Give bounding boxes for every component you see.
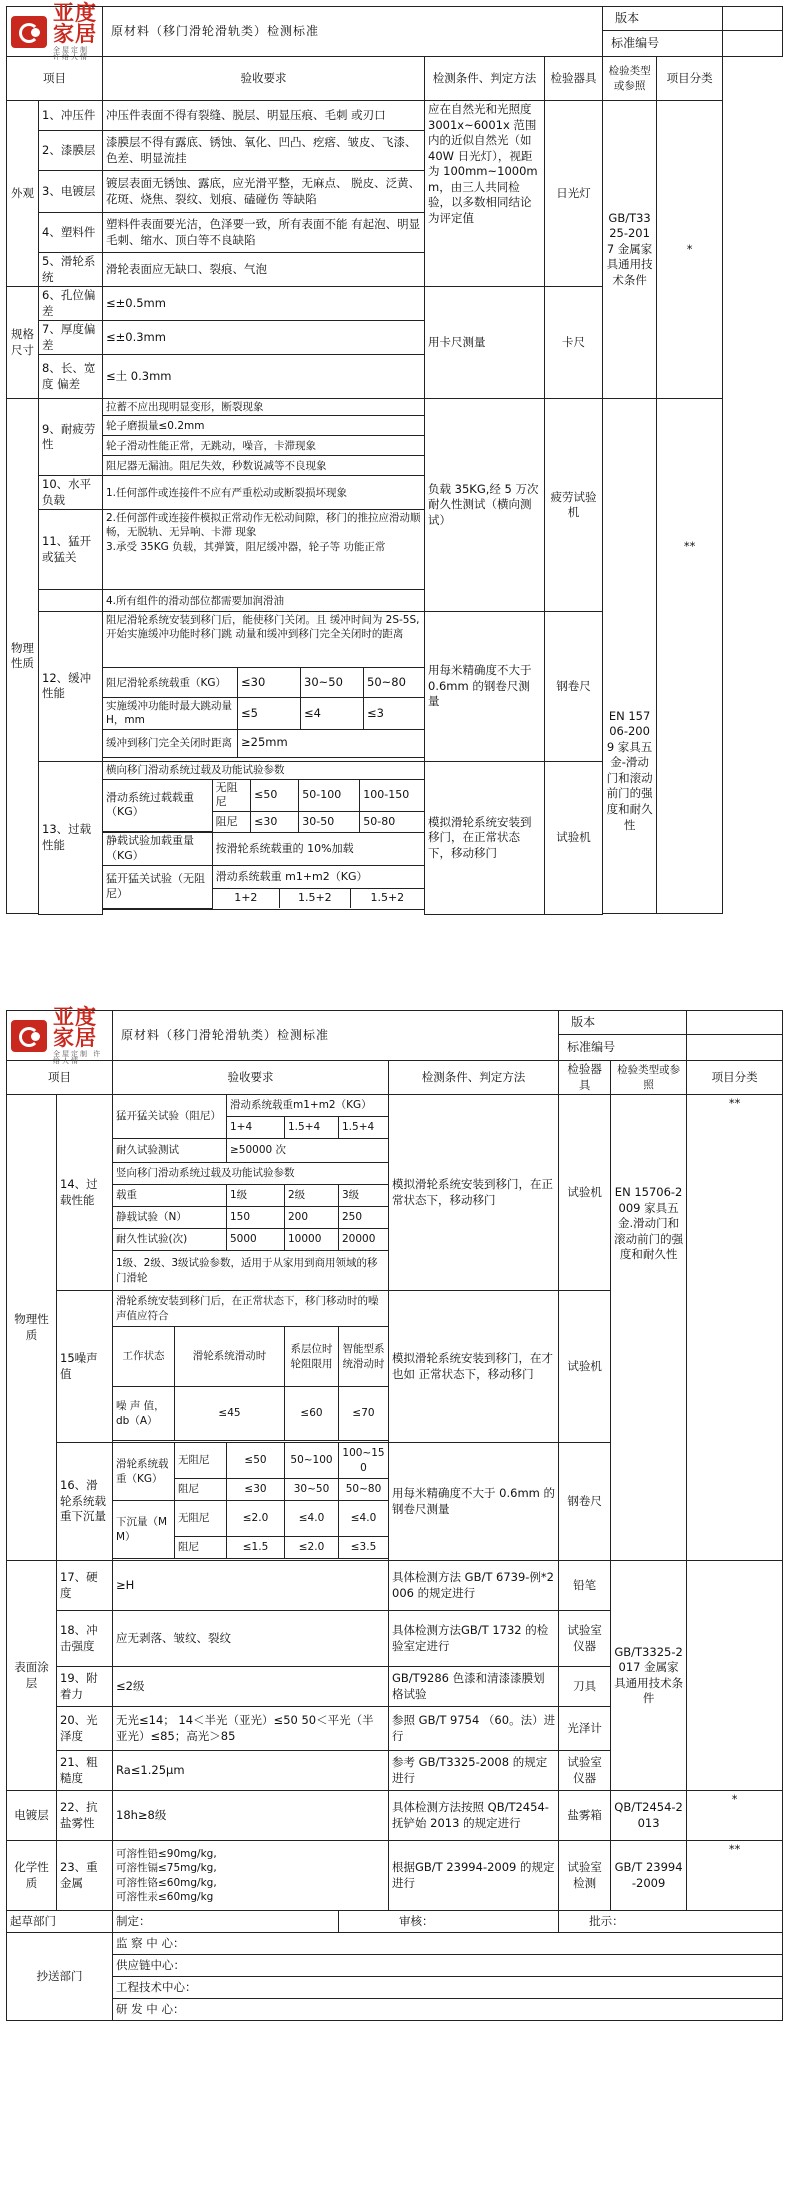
overload-damp-value: 30-50 bbox=[299, 812, 360, 832]
slam-value: 1.5+2 bbox=[350, 888, 424, 908]
item-requirement: 塑料件表面要光洁，色泽要一致，所有表面不能 有起泡、明显毛刺、缩水、顶白等不良缺陷 bbox=[103, 213, 425, 253]
chemical-tool: 试验室检测 bbox=[559, 1841, 611, 1911]
no-damp-label: 无阻尼 bbox=[212, 780, 251, 812]
heavy-metal-limit: 可溶性铬≤60mg/kg, bbox=[116, 1876, 217, 1889]
buffer-method: 用每米精确度不大于 0.6mm 的钢卷尺测量 bbox=[425, 612, 545, 761]
item-name: 12、缓冲性能 bbox=[39, 612, 103, 761]
col-header-method: 检测条件、判定方法 bbox=[425, 57, 545, 101]
noise-intro: 滑轮系统安装到移门后，在正常状态下，移门移动时的噪声值应符合 bbox=[113, 1291, 389, 1327]
plating-requirement: 18h≥8级 bbox=[113, 1791, 389, 1841]
sink-load-value: 100~150 bbox=[339, 1443, 389, 1479]
coating-class bbox=[687, 1561, 783, 1791]
plating-class: * bbox=[687, 1791, 783, 1841]
durability-static: 200 bbox=[285, 1207, 339, 1229]
noise-state-label: 工作状态 bbox=[113, 1327, 175, 1387]
item-name: 11、猛开或猛关 bbox=[39, 510, 103, 590]
item-name: 20、光泽度 bbox=[57, 1707, 113, 1751]
item-name: 13、过载性能 bbox=[39, 761, 103, 914]
group-dimension: 规格尺寸 bbox=[7, 287, 39, 399]
col-header-item: 项目 bbox=[7, 57, 103, 101]
overload-weight-label: 滑动系统过载载重（KG） bbox=[103, 780, 212, 832]
col-header-requirement: 验收要求 bbox=[103, 57, 425, 101]
durability-static: 250 bbox=[339, 1207, 389, 1229]
send-item: 供应链中心： bbox=[113, 1955, 783, 1977]
item-name: 8、长、宽度 偏差 bbox=[39, 355, 103, 399]
standard-table-page-1 bbox=[6, 0, 783, 915]
item-name: 4、塑料件 bbox=[39, 213, 103, 253]
durability-cycles: 5000 bbox=[227, 1229, 285, 1251]
damp-label: 阻尼 bbox=[175, 1537, 227, 1559]
fatigue-line: 轮子磨损量≤0.2mm bbox=[103, 416, 425, 436]
item-name: 14、过载性能 bbox=[57, 1095, 113, 1291]
overload-no-damp-value: 100-150 bbox=[360, 780, 424, 812]
overload-intro: 横向移门滑动系统过载及功能试验参数 bbox=[103, 761, 425, 779]
physical-reference: EN 15706-2009 家具五金.滑动门和滚动前门的强度和耐久性 bbox=[611, 1095, 687, 1561]
durability-header: 载重 bbox=[113, 1185, 227, 1207]
item-name: 23、重金属 bbox=[57, 1841, 113, 1911]
coating-tool: 试验室仪器 bbox=[559, 1611, 611, 1667]
heavy-metal-limit: 可溶性镉≤75mg/kg, bbox=[116, 1862, 217, 1875]
item-requirement: ≤±0.3mm bbox=[103, 321, 425, 355]
durability-header: 1级 bbox=[227, 1185, 285, 1207]
no-damp-label: 无阻尼 bbox=[175, 1501, 227, 1537]
page-title: 原材料（移门滑轮滑轨类）检测标准 bbox=[103, 7, 603, 57]
static-load-value: 按滑轮系统载重的 10%加载 bbox=[212, 833, 424, 865]
fatigue-line: 阻尼器无漏油。阻尼失效，秒数说减等不良现象 bbox=[103, 456, 425, 476]
item-requirement: 冲压件表面不得有裂缝、脱层、明显压痕、毛刺 或刃口 bbox=[103, 101, 425, 131]
item-name: 16、滑轮系统载重下沉量 bbox=[57, 1443, 113, 1561]
static-load-label: 静载试验加载重量（KG） bbox=[103, 833, 212, 865]
code-label: 标准编号 bbox=[603, 31, 723, 57]
horizontal-line: 4.所有组件的滑动部位都需要加润滑油 bbox=[103, 590, 425, 612]
coating-requirement: ≥H bbox=[113, 1561, 389, 1611]
overload-tool: 试验机 bbox=[545, 761, 603, 914]
brand-slogan: 全屋定制 许给人情 bbox=[53, 1050, 103, 1065]
damp-label: 阻尼 bbox=[175, 1479, 227, 1501]
damp-label: 阻尼 bbox=[212, 812, 251, 832]
buffer-weight: ≤30 bbox=[238, 668, 301, 698]
item-name: 21、粗糙度 bbox=[57, 1751, 113, 1791]
slam-value: 1+2 bbox=[212, 888, 279, 908]
sink-label: 下沉量（MM） bbox=[113, 1501, 175, 1559]
plating-reference: QB/T2454-2013 bbox=[611, 1791, 687, 1841]
sink-value: ≤3.5 bbox=[339, 1537, 389, 1559]
noise-method: 模拟滑轮系统安装到移门，在才也如 正常状态下，移动移门 bbox=[389, 1291, 559, 1443]
durability-slam-label: 猛开猛关试验（阻尼） bbox=[113, 1095, 227, 1139]
sink-value: ≤1.5 bbox=[227, 1537, 285, 1559]
noise-value-label: 噪 声 值，db（A） bbox=[113, 1387, 175, 1441]
coating-method: 具体检测方法GB/T 1732 的检验室定进行 bbox=[389, 1611, 559, 1667]
durability-method: 模拟滑轮系统安装到移门，在正常状态下，移动移门 bbox=[389, 1095, 559, 1291]
durability-cycles: 20000 bbox=[339, 1229, 389, 1251]
col-header-class: 项目分类 bbox=[657, 57, 723, 101]
noise-value: ≤70 bbox=[339, 1387, 389, 1441]
coating-reference: GB/T3325-2017 金属家具通用技术条件 bbox=[611, 1561, 687, 1791]
send-item: 监 察 中 心： bbox=[113, 1933, 783, 1955]
physical-class: ** bbox=[687, 1095, 783, 1561]
fatigue-line: 拉蓄不应出现明显变形，断裂现象 bbox=[103, 399, 425, 416]
buffer-tool: 钢卷尺 bbox=[545, 612, 603, 761]
col-header-tool: 检验器具 bbox=[545, 57, 603, 101]
buffer-intro: 阻尼滑轮系统安装到移门后，能使移门关闭。且 缓冲时间为 2S-5S,开始实施缓冲功能时移门跳 动量和缓冲到移门完全关闭时的距离 bbox=[103, 612, 425, 668]
buffer-weight: 50~80 bbox=[364, 668, 425, 698]
overload-damp-value: ≤30 bbox=[251, 812, 299, 832]
physical-reference: EN 15706-2009 家具五金-滑动门和滚动前门的强度和耐久性 bbox=[603, 399, 657, 914]
appearance-method: 应在自然光和光照度 3001x~6001x 范围内的近似自然光（如 40W 日光灯），视距为 100mm~1000mm，由三人共同检验，以多数相同结论为评定值 bbox=[425, 101, 545, 287]
group-plating: 电镀层 bbox=[7, 1791, 57, 1841]
item-name: 5、滑轮系统 bbox=[39, 253, 103, 287]
coating-requirement: 无光≤14； 14＜半光（亚光）≤50 50＜平光（半亚光）≤85；高光＞85 bbox=[113, 1707, 389, 1751]
sink-value: ≤4.0 bbox=[285, 1501, 339, 1537]
overload-damp-value: 50-80 bbox=[360, 812, 424, 832]
endurance-value: ≥50000 次 bbox=[227, 1139, 389, 1163]
overload-no-damp-value: 50-100 bbox=[299, 780, 360, 812]
item-requirement: 漆膜层不得有露底、锈蚀、氧化、凹凸、疙瘩、皱皮、飞漆、色差、明显流挂 bbox=[103, 131, 425, 171]
coating-tool: 刀具 bbox=[559, 1667, 611, 1707]
buffer-weight-label: 阻尼滑轮系统载重（KG） bbox=[103, 668, 238, 698]
send-item: 工程技术中心： bbox=[113, 1977, 783, 1999]
item-name: 18、冲击强度 bbox=[57, 1611, 113, 1667]
dept-label: 起草部门 bbox=[7, 1911, 113, 1933]
brand-logo-icon bbox=[11, 16, 47, 48]
durability-note: 1级、2级、3级试验参数，适用于从家用到商用领域的移门滑轮 bbox=[113, 1251, 389, 1291]
item-name: 2、漆膜层 bbox=[39, 131, 103, 171]
brand-logo-icon bbox=[11, 1020, 47, 1052]
draft-label: 制定： bbox=[113, 1911, 339, 1933]
horizontal-line: 2.任何部件或连接件模拟正常动作无松动间隙，移门的推拉应滑动顺畅，无脱轨、无异响、卡滞 现象 bbox=[106, 512, 421, 539]
buffer-close-value: ≥25mm bbox=[238, 729, 425, 757]
chemical-method: 根据GB/T 23994-2009 的规定进行 bbox=[389, 1841, 559, 1911]
standard-table-page-2 bbox=[6, 1004, 783, 2021]
code-label: 标准编号 bbox=[559, 1035, 687, 1061]
sink-load-value: ≤50 bbox=[227, 1443, 285, 1479]
sink-tool: 钢卷尺 bbox=[559, 1443, 611, 1561]
sink-load-value: 50~100 bbox=[285, 1443, 339, 1479]
sink-value: ≤2.0 bbox=[285, 1537, 339, 1559]
slam-label: 猛开猛关试验（无阻尼） bbox=[103, 866, 212, 908]
item-requirement: 镀层表面无锈蚀、露底，应光滑平整，无麻点、 脱皮、泛黄、花斑、烧焦、裂纹、划痕、磕碰伤 等缺陷 bbox=[103, 171, 425, 213]
noise-value: ≤45 bbox=[175, 1387, 285, 1441]
sink-load-value: 50~80 bbox=[339, 1479, 389, 1501]
appearance-tool: 日光灯 bbox=[545, 101, 603, 287]
heavy-metal-limit: 可溶性铅≤90mg/kg, bbox=[116, 1848, 217, 1861]
buffer-close-label: 缓冲到移门完全关闭时距离 bbox=[103, 729, 238, 757]
buffer-jump: ≤4 bbox=[301, 698, 364, 729]
coating-method: GB/T9286 色漆和清漆漆膜划格试验 bbox=[389, 1667, 559, 1707]
brand-name: 亚度家居 bbox=[53, 0, 97, 46]
item-requirement: ≤±0.5mm bbox=[103, 287, 425, 321]
appearance-class: * bbox=[657, 101, 723, 399]
durability-header: 2级 bbox=[285, 1185, 339, 1207]
brand-slogan: 全屋定制 许给人情 bbox=[53, 46, 89, 61]
buffer-weight: 30~50 bbox=[301, 668, 364, 698]
item-requirement: ≤土 0.3mm bbox=[103, 355, 425, 399]
item-name: 19、附着力 bbox=[57, 1667, 113, 1707]
fatigue-method: 负载 35KG,经 5 万次耐久性测试（横向测试） bbox=[425, 399, 545, 612]
send-item: 研 发 中 心： bbox=[113, 1999, 783, 2021]
sink-load-label: 滑轮系统载重（KG） bbox=[113, 1443, 175, 1501]
durability-intro: 竖向移门滑动系统过载及功能试验参数 bbox=[113, 1163, 389, 1185]
brand-name: 亚度家居 bbox=[53, 1004, 97, 1050]
fatigue-line: 轮子滑动性能正常，无跳动，噪音，卡滞现象 bbox=[103, 436, 425, 456]
endurance-label: 耐久试验测试 bbox=[113, 1139, 227, 1163]
col-header-reference: 检验类型或参照 bbox=[611, 1061, 687, 1095]
page-gap bbox=[0, 980, 795, 1008]
horizontal-lines bbox=[103, 510, 425, 590]
coating-method: 参考 GB/T3325-2008 的规定进行 bbox=[389, 1751, 559, 1791]
version-value bbox=[723, 7, 783, 31]
sink-method: 用每米精确度不大于 0.6mm 的钢卷尺测量 bbox=[389, 1443, 559, 1561]
review-label: 审核： bbox=[339, 1911, 559, 1933]
group-appearance: 外观 bbox=[7, 101, 39, 287]
slam-value: 1.5+2 bbox=[280, 888, 351, 908]
item-name: 9、耐疲劳性 bbox=[39, 399, 103, 476]
coating-method: 参照 GB/T 9754 （60。法）进行 bbox=[389, 1707, 559, 1751]
item-name: 10、水平负载 bbox=[39, 476, 103, 510]
buffer-jump: ≤3 bbox=[364, 698, 425, 729]
horizontal-line: 1.任何部件或连接件不应有严重松动或断裂损坏现象 bbox=[103, 476, 425, 510]
dimension-method: 用卡尺测量 bbox=[425, 287, 545, 399]
buffer-jump-label: 实施缓冲功能时最大跳动量 H，mm bbox=[103, 698, 238, 729]
durability-static: 150 bbox=[227, 1207, 285, 1229]
noise-tool: 试验机 bbox=[559, 1291, 611, 1443]
overload-static-table bbox=[103, 833, 424, 865]
item-name: 22、抗盐雾性 bbox=[57, 1791, 113, 1841]
durability-static: 静载试验（N） bbox=[113, 1207, 227, 1229]
group-physical: 物理性质 bbox=[7, 399, 39, 914]
buffer-jump: ≤5 bbox=[238, 698, 301, 729]
coating-requirement: ≤2级 bbox=[113, 1667, 389, 1707]
item-name: 6、孔位偏差 bbox=[39, 287, 103, 321]
col-header-requirement: 验收要求 bbox=[113, 1061, 389, 1095]
version-label: 版本 bbox=[559, 1011, 687, 1035]
durability-slam-value: 1+4 bbox=[227, 1117, 285, 1139]
noise-state: 智能型系统滑动时 bbox=[339, 1327, 389, 1387]
code-value bbox=[723, 31, 783, 57]
col-header-item: 项目 bbox=[7, 1061, 113, 1095]
chemical-class: ** bbox=[687, 1841, 783, 1911]
slam-formula: 滑动系统载重 m1+m2（KG） bbox=[212, 866, 424, 888]
code-value bbox=[687, 1035, 783, 1061]
send-label: 抄送部门 bbox=[7, 1933, 113, 2021]
version-value bbox=[687, 1011, 783, 1035]
chemical-reference: GB/T 23994-2009 bbox=[611, 1841, 687, 1911]
overload-method: 模拟滑轮系统安装到移门，在正常状态下，移动移门 bbox=[425, 761, 545, 914]
group-chemical: 化学性质 bbox=[7, 1841, 57, 1911]
sink-load-value: 30~50 bbox=[285, 1479, 339, 1501]
overload-weight-table bbox=[103, 780, 424, 833]
item-name: 17、硬度 bbox=[57, 1561, 113, 1611]
col-header-method: 检测条件、判定方法 bbox=[389, 1061, 559, 1095]
dimension-tool: 卡尺 bbox=[545, 287, 603, 399]
no-damp-label: 无阻尼 bbox=[175, 1443, 227, 1479]
coating-tool: 铅笔 bbox=[559, 1561, 611, 1611]
logo bbox=[7, 1004, 113, 1065]
col-header-class: 项目分类 bbox=[687, 1061, 783, 1095]
noise-value: ≤60 bbox=[285, 1387, 339, 1441]
logo bbox=[7, 0, 103, 61]
plating-method: 具体检测方法按照 QB/T2454-抚铲始 2013 的规定进行 bbox=[389, 1791, 559, 1841]
durability-slam-value: 1.5+4 bbox=[285, 1117, 339, 1139]
group-coating: 表面涂层 bbox=[7, 1561, 57, 1791]
durability-tool: 试验机 bbox=[559, 1095, 611, 1291]
durability-slam-formula: 滑动系统载重m1+m2（KG） bbox=[227, 1095, 389, 1117]
durability-slam-value: 1.5+4 bbox=[339, 1117, 389, 1139]
horizontal-line: 3.承受 35KG 负载，其弹簧，阻尼缓冲器，轮子等 功能正常 bbox=[106, 540, 386, 553]
physical-class: ** bbox=[657, 399, 723, 914]
coating-tool: 光泽计 bbox=[559, 1707, 611, 1751]
durability-header: 3级 bbox=[339, 1185, 389, 1207]
noise-state: 滑轮系统滑动时 bbox=[175, 1327, 285, 1387]
heavy-metal-limit: 可溶性汞≤60mg/kg bbox=[116, 1890, 214, 1903]
sink-value: ≤4.0 bbox=[339, 1501, 389, 1537]
overload-slam-table bbox=[103, 866, 424, 909]
durability-cycles: 10000 bbox=[285, 1229, 339, 1251]
coating-method: 具体检测方法 GB/T 6739-例*2006 的规定进行 bbox=[389, 1561, 559, 1611]
item-name: 1、冲压件 bbox=[39, 101, 103, 131]
coating-tool: 试验室仪器 bbox=[559, 1751, 611, 1791]
col-header-tool: 检验器具 bbox=[559, 1061, 611, 1095]
item-name: 3、电镀层 bbox=[39, 171, 103, 213]
group-physical: 物理性质 bbox=[7, 1095, 57, 1561]
coating-requirement: Ra≤1.25μm bbox=[113, 1751, 389, 1791]
item-name: 15噪声值 bbox=[57, 1291, 113, 1443]
col-header-reference: 检验类型或参照 bbox=[603, 57, 657, 101]
sink-load-value: ≤30 bbox=[227, 1479, 285, 1501]
coating-requirement: 应无剥落、皱纹、裂纹 bbox=[113, 1611, 389, 1667]
item-requirement: 滑轮表面应无缺口、裂痕、气泡 bbox=[103, 253, 425, 287]
approve-label: 批示： bbox=[559, 1911, 783, 1933]
plating-tool: 盐雾箱 bbox=[559, 1791, 611, 1841]
chemical-requirement bbox=[113, 1841, 389, 1911]
document-page-1 bbox=[6, 0, 782, 978]
noise-state: 系层位时轮阻限用 bbox=[285, 1327, 339, 1387]
overload-no-damp-value: ≤50 bbox=[251, 780, 299, 812]
fatigue-tool: 疲劳试验机 bbox=[545, 399, 603, 612]
sink-value: ≤2.0 bbox=[227, 1501, 285, 1537]
version-label: 版本 bbox=[603, 7, 723, 31]
durability-cycles: 耐久性试验(次) bbox=[113, 1229, 227, 1251]
dimension-reference: GB/T3325-2017 金属家具通用技术条件 bbox=[603, 101, 657, 399]
document-page-2 bbox=[6, 1004, 782, 2180]
item-name: 7、厚度偏差 bbox=[39, 321, 103, 355]
page-title: 原材料（移门滑轮滑轨类）检测标准 bbox=[113, 1011, 559, 1061]
